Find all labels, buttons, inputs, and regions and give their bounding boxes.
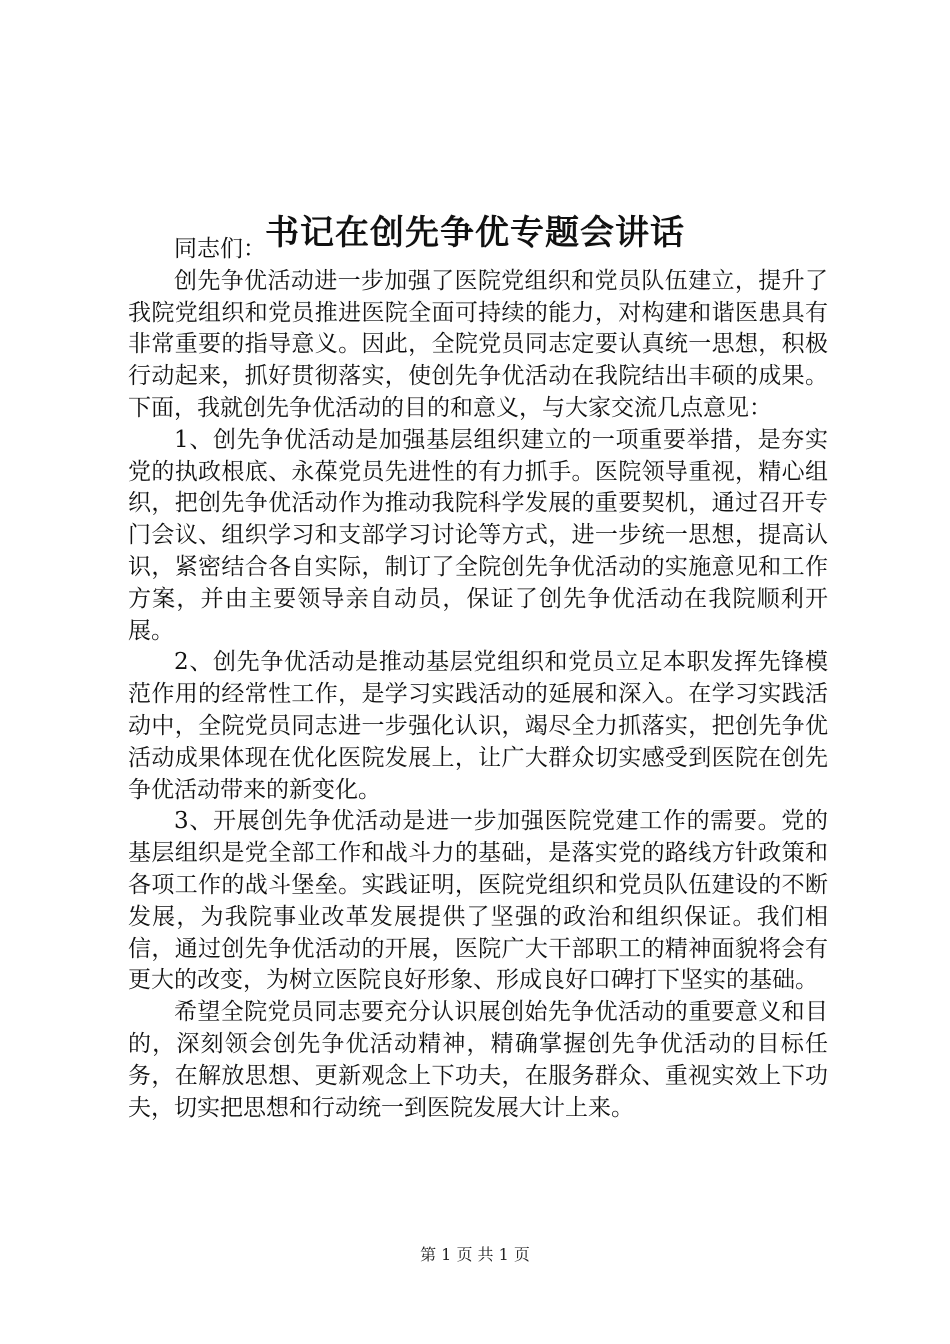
document-title: 书记在创先争优专题会讲话 — [265, 212, 685, 253]
document-body — [128, 234, 828, 1124]
paragraph-point-3: 3、开展创先争优活动是进一步加强医院党建工作的需要。党的基层组织是党全部工作和战斗力的基础，是落实党的路线方针政策和各项工作的战斗堡垒。实践证明，医院党组织和党员队伍建设的不断发展，为我院事业改革发展提供了坚强的政治和组织保证。我们相信，通过创先争优活动的开展，医院广大干部职工的精神面貌将会有更大的改变，为树立医院良好形象、形成良好口碑打下坚实的基础。 — [128, 808, 828, 994]
paragraph-intro: 创先争优活动进一步加强了医院党组织和党员队伍建立，提升了我院党组织和党员推进医院全面可持续的能力，对构建和谐医患具有非常重要的指导意义。因此，全院党员同志定要认真统一思想，积极行动起来，抓好贯彻落实，使创先争优活动在我院结出丰硕的成果。下面，我就创先争优活动的目的和意义，与大家交流几点意见： — [128, 267, 828, 421]
paragraph-closing: 希望全院党员同志要充分认识展创始先争优活动的重要意义和目的，深刻领会创先争优活动精神，精确掌握创先争优活动的目标任务，在解放思想、更新观念上下功夫，在服务群众、重视实效上下功夫，切实把思想和行动统一到医院发展大计上来。 — [128, 999, 828, 1121]
page-footer: 第 1 页 共 1 页 — [420, 1245, 530, 1264]
greeting: 同志们： — [174, 236, 266, 262]
paragraph-point-2: 2、创先争优活动是推动基层党组织和党员立足本职发挥先锋模范作用的经常性工作，是学习实践活动的延展和深入。在学习实践活动中，全院党员同志进一步强化认识，竭尽全力抓落实，把创先争优活动成果体现在优化医院发展上，让广大群众切实感受到医院在创先争优活动带来的新变化。 — [128, 649, 828, 803]
paragraph-point-1: 1、创先争优活动是加强基层组织建立的一项重要举措，是夯实党的执政根底、永葆党员先进性的有力抓手。医院领导重视，精心组织，把创先争优活动作为推动我院科学发展的重要契机，通过召开专门会议、组织学习和支部学习讨论等方式，进一步统一思想，提高认识，紧密结合各自实际，制订了全院创先争优活动的实施意见和工作方案，并由主要领导亲自动员，保证了创先争优活动在我院顺利开展。 — [128, 426, 828, 644]
